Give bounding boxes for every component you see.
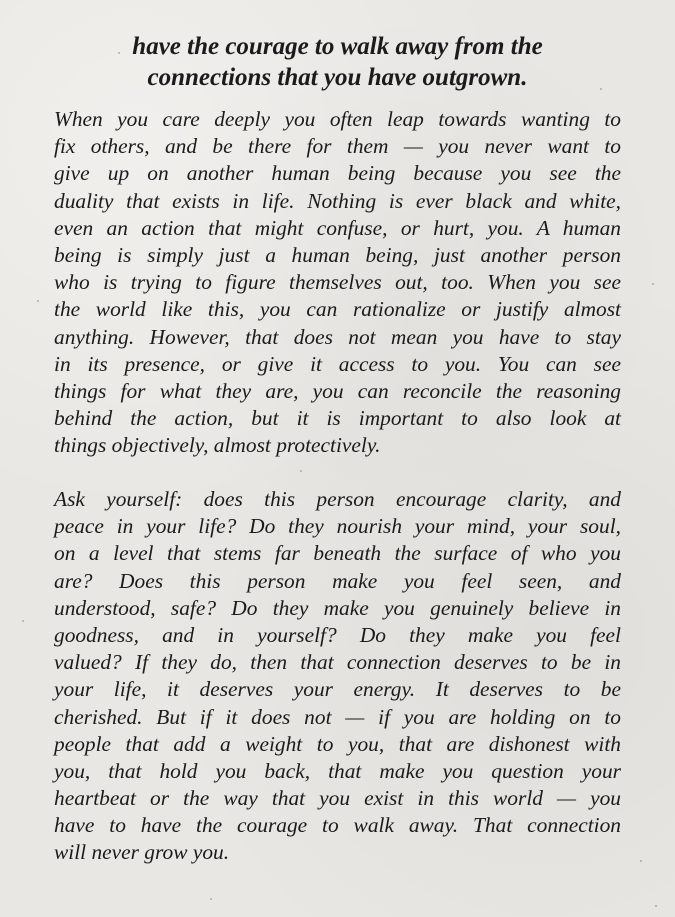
quote-title bbox=[0, 31, 675, 93]
paragraph-line: goodness, and in yourself? Do they make you feel bbox=[54, 622, 621, 647]
paragraph-line: you, that hold you back, that make you question your bbox=[54, 758, 621, 783]
paper-speck bbox=[210, 898, 212, 900]
paper-speck bbox=[652, 283, 654, 285]
paragraph-line: are? Does this person make you feel seen, and bbox=[54, 568, 621, 593]
paragraph-line: give up on another human being because you see the bbox=[54, 161, 621, 186]
paragraph-line: When you care deeply you often leap towards wanting to bbox=[54, 107, 621, 131]
paragraph-line: in its presence, or give it access to you. You can see bbox=[54, 351, 621, 376]
paper-speck bbox=[655, 905, 657, 907]
paragraph-line: Ask yourself: does this person encourage clarity, and bbox=[54, 487, 621, 511]
paragraph-line: even an action that might confuse, or hurt, you. A human bbox=[54, 215, 621, 240]
paragraph-line: people that add a weight to you, that are dishonest with bbox=[54, 731, 621, 756]
paper-speck bbox=[300, 470, 302, 472]
paragraph-line: the world like this, you can rationalize or justify almost bbox=[54, 297, 621, 322]
paragraph-line: things objectively, almost protectively. bbox=[54, 433, 381, 458]
body-paragraph-2 bbox=[54, 486, 621, 867]
paragraph-line: anything. However, that does not mean you have to stay bbox=[54, 324, 621, 349]
paragraph-line: valued? If they do, then that connection deserves to be in bbox=[54, 650, 621, 675]
paragraph-line: cherished. But if it does not — if you are holding on to bbox=[54, 704, 621, 729]
paragraph-line: your life, it deserves your energy. It deserves to be bbox=[54, 677, 621, 702]
title-line: have the courage to walk away from the bbox=[132, 33, 543, 60]
paragraph-line: fix others, and be there for them — you never want to bbox=[54, 134, 621, 159]
body-paragraph-1 bbox=[54, 106, 621, 459]
paragraph-line: behind the action, but it is important to also look at bbox=[54, 406, 621, 431]
paragraph-line: duality that exists in life. Nothing is ever black and white, bbox=[54, 188, 621, 213]
paragraph-line: have to have the courage to walk away. That connection bbox=[54, 813, 621, 838]
paragraph-line: being is simply just a human being, just another person bbox=[54, 242, 621, 267]
paragraph-line: understood, safe? Do they make you genuinely believe in bbox=[54, 595, 621, 620]
paragraph-line: will never grow you. bbox=[54, 840, 230, 865]
paragraph-line: on a level that stems far beneath the surface of who you bbox=[54, 541, 621, 566]
paragraph-line: who is trying to figure themselves out, too. When you see bbox=[54, 270, 621, 295]
paper-speck bbox=[37, 300, 39, 302]
paragraph-line: peace in your life? Do they nourish your mind, your soul, bbox=[54, 514, 621, 539]
title-line: connections that you have outgrown. bbox=[147, 64, 528, 91]
paragraph-line: heartbeat or the way that you exist in this world — you bbox=[54, 786, 621, 811]
paragraph-line: things for what they are, you can reconcile the reasoning bbox=[54, 378, 621, 403]
paper-speck bbox=[640, 860, 642, 862]
paper-speck bbox=[22, 620, 24, 622]
